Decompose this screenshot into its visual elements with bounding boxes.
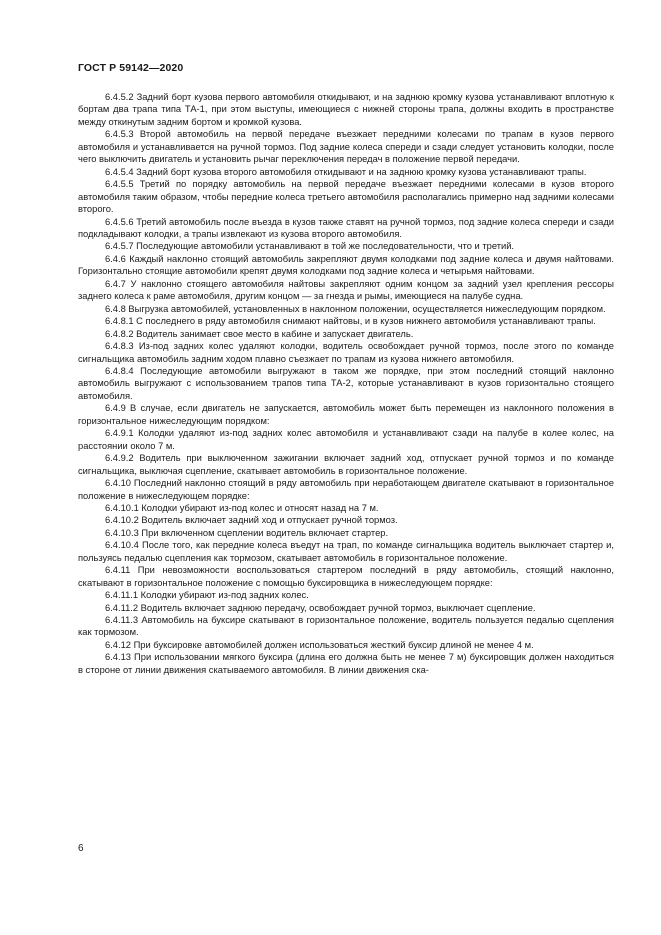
paragraph: 6.4.11.2 Водитель включает заднюю передачу, освобождает ручной тормоз, выключает сцепление. (105, 602, 536, 613)
paragraph: 6.4.10.1 Колодки убирают из-под колес и относят назад на 7 м. (105, 502, 379, 513)
paragraph: 6.4.11.1 Колодки убирают из-под задних колес. (105, 590, 309, 601)
paragraph: 6.4.11.3 Автомобиль на буксире скатывают в горизонтальное положение, водитель пользуется педалью сцепления как тормозом. (78, 615, 614, 638)
paragraph: 6.4.8.4 Последующие автомобили выгружают в таком же порядке, при этом последний стоящий наклонно автомобиль выгружают с использованием трапов типа ТА-2, которые устанавливают в кузов горизонтально стоящего автомобиля. (78, 365, 614, 401)
page-number: 6 (78, 843, 84, 854)
paragraph: 6.4.5.7 Последующие автомобили устанавливают в той же последовательности, что и третий. (105, 241, 515, 252)
paragraph: 6.4.9.2 Водитель при выключенном зажигании включает задний ход, отпускает ручной тормоз и по команде сигнальщика, выключая сцепление, скатывает автомобиль в горизонтальное положение. (78, 453, 614, 476)
paragraph: 6.4.9 В случае, если двигатель не запускается, автомобиль может быть перемещен из наклонного положения в горизонтальное нижеследующим порядком: (78, 403, 614, 426)
paragraph: 6.4.7 У наклонно стоящего автомобиля найтовы закрепляют одним концом за задний узел крепления рессоры заднего колеса к раме автомобиля, другим концом — за гнезда и рымы, имеющиеся на палубе судна. (78, 278, 614, 302)
paragraph: 6.4.11 При невозможности воспользоваться стартером последний в ряду автомобиль, стоящий наклонно, скатывают в горизонтальное положение с помощью буксировщика в нижеследующем порядке: (78, 565, 614, 588)
paragraph: 6.4.10.2 Водитель включает задний ход и отпускает ручной тормоз. (105, 515, 398, 526)
paragraph: 6.4.8 Выгрузка автомобилей, установленных в наклонном положении, осуществляется нижеследующим порядком. (105, 303, 606, 314)
document-body (78, 91, 614, 676)
paragraph: 6.4.13 При использовании мягкого буксира (длина его должна быть не менее 7 м) буксировщик должен находиться в стороне от линии движения скатываемого автомобиля. В линии движения ска- (78, 652, 614, 675)
paragraph: 6.4.8.2 Водитель занимает свое место в кабине и запускает двигатель. (105, 328, 414, 339)
paragraph: 6.4.12 При буксировке автомобилей должен использоваться жесткий буксир длиной не менее 4 м. (105, 639, 534, 650)
paragraph: 6.4.5.6 Третий автомобиль после въезда в кузов также ставят на ручной тормоз, под задние колеса спереди и сзади подкладывают колодки, а трапы извлекают из кузова второго автомобиля. (78, 216, 614, 239)
paragraph: 6.4.6 Каждый наклонно стоящий автомобиль закрепляют двумя колодками под задние колеса и двумя найтовами. Горизонтально стоящие автомобили крепят двумя колодками под задние колеса и четырьмя найтовами. (78, 253, 614, 277)
paragraph: 6.4.5.4 Задний борт кузова второго автомобиля откидывают и на заднюю кромку кузова устанавливают трапы. (105, 166, 587, 177)
paragraph: 6.4.10.4 После того, как передние колеса въедут на трап, по команде сигнальщика водитель выключает стартер и, пользуясь педалью сцепления как тормозом, скатывает автомобиль в горизонтальное положение. (78, 540, 614, 563)
paragraph: 6.4.5.5 Третий по порядку автомобиль на первой передаче въезжает передними колесами в кузов второго автомобиля таким образом, чтобы передние колеса третьего автомобиля располагались примерно над задними колесами второго. (78, 179, 614, 215)
paragraph: 6.4.8.1 С последнего в ряду автомобиля снимают найтовы, и в кузов нижнего автомобиля устанавливают трапы. (105, 316, 596, 327)
paragraph: 6.4.5.3 Второй автомобиль на первой передаче въезжает передними колесами по трапам в кузов первого автомобиля и устанавливается на ручной тормоз. Под задние колеса спереди и сзади следует установить колодки, после чего выключить двигатель и установить рычаг переключения передач в положение первой передачи. (78, 129, 614, 165)
paragraph: 6.4.5.2 Задний борт кузова первого автомобиля откидывают, и на заднюю кромку кузова устанавливают вплотную к бортам два трапа типа ТА-1, при этом выступы, имеющиеся с нижней стороны трапа, должны входить в пространстве между откинутым задним бортом и кромкой кузова. (78, 92, 614, 127)
paragraph: 6.4.9.1 Колодки удаляют из-под задних колес автомобиля и устанавливают сзади на палубе в колее колес, на расстоянии около 7 м. (78, 428, 614, 451)
paragraph: 6.4.10 Последний наклонно стоящий в ряду автомобиль при неработающем двигателе скатывают в горизонтальное положение в нижеследующем порядке: (78, 478, 614, 501)
paragraph: 6.4.8.3 Из-под задних колес удаляют колодки, водитель освобождает ручной тормоз, после этого по команде сигнальщика автомобиль задним ходом плавно съезжает по трапам из кузова нижнего автомобиля. (78, 341, 614, 364)
paragraph: 6.4.10.3 При включенном сцеплении водитель включает стартер. (105, 527, 389, 538)
document-header: ГОСТ Р 59142—2020 (78, 62, 184, 74)
